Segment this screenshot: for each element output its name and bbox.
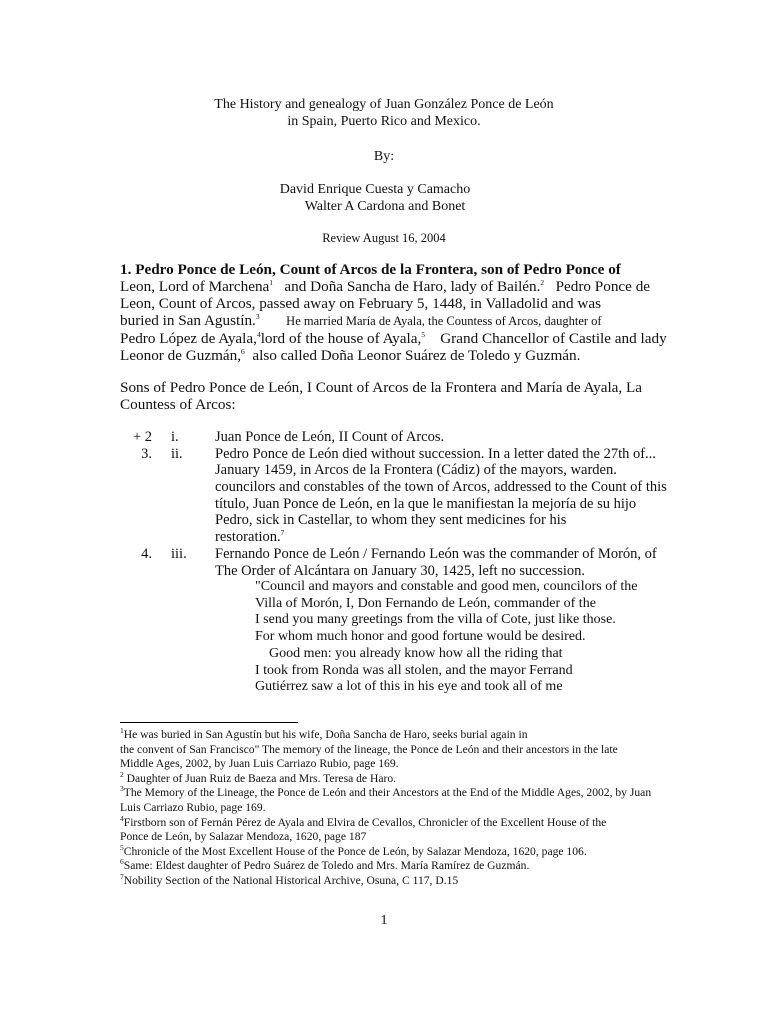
footnote: $^6$Same: Eldest daughter of Pedro Suárez de Toledo and Mrs. María Ramírez de Guzmán. [120, 857, 530, 873]
footnote: $^4$Firstborn son of Fernán Pérez de Ayala and Elvira de Cevallos, Chronicler of the Excellent House of the Ponce de León, by Salazar Mendoza, 1620, page 187 [120, 813, 607, 844]
review-date: Review August 16, 2004 [322, 231, 446, 245]
list-item: 3. ii. Pedro Ponce de León died without succession. In a letter dated the 27th of... [141, 445, 656, 462]
footnote-ref[interactable]: 3 [255, 311, 260, 321]
entry-line-3: Leon, Count of Arcos, passed away on February 5, 1448, in Valladolid and was [120, 295, 601, 312]
footnote: $^5$Chronicle of the Most Excellent House of the Ponce de León, by Salazar Mendoza, 1620, page 106. [120, 842, 587, 858]
footnote: $^3$The Memory of the Lineage, the Ponce de León and their Ancestors at the End of the Middle Ages, 2002, by Juan Luis Carriazo Rubio, page 169. [120, 784, 652, 814]
author-2: Walter A Cardona and Bonet [304, 199, 466, 214]
entry-paragraph [120, 261, 667, 364]
title-line-1: The History and genealogy of Juan González Ponce de León [214, 97, 554, 112]
entry-line-4: buried in San Agustín.$^3$ He married María de Ayala, the Countess of Arcos, daughter of [120, 311, 602, 329]
footnote-ref[interactable]: 1 [269, 277, 274, 287]
sons-intro: Sons of Pedro Ponce de León, I Count of Arcos de la Frontera and María de Ayala, La Countess of Arcos: [120, 379, 643, 413]
footnote-ref[interactable]: 5 [421, 329, 426, 339]
footnote-ref[interactable]: 4 [256, 329, 261, 339]
title-line-2: in Spain, Puerto Rico and Mexico. [287, 114, 481, 129]
children-list: + 2 i. Juan Ponce de León, II Count of Arcos. 3. ii. Pedro Ponce de León died without succession. In a letter dated the 27th of... January 1459, in Arcos de la Frontera (Cádiz) of the mayors, warden. councilors and constables of the town of Arcos, addressed to the Count of this título, Juan Ponce de León, en la que le manifiestan la mejoría de su hijo Pedro, sick in Castellar, to whom they sent medicines for his restoration.$^7$ 4. iii. Fernando Ponce de León / Fernando León was the commander of Morón, of The Order of Alcántara on January 30, 1425, left no succession. [120, 429, 680, 579]
list-item: 4. iii. Fernando Ponce de León / Fernando León was the commander of Morón, of [141, 545, 657, 562]
footnote: $^2$ Daughter of Juan Ruiz de Baeza and Mrs. Teresa de Haro. [120, 769, 397, 785]
entry-line-2: Leon, Lord of Marchena$^1$ and Doña Sancha de Haro, lady of Bailén.$^2$ Pedro Ponce de [120, 277, 651, 295]
footnote-ref[interactable]: 2 [540, 277, 545, 287]
footnotes [120, 728, 660, 889]
page-number: 1 [380, 913, 388, 928]
quoted-letter: "Council and mayors and constable and good men, councilors of the Villa of Morón, I, Don Fernando de León, commander of the I send you many greetings from the villa of Cote, just like those. For whom much honor and good fortune would be desired. Good men: you already know how all the riding that I took from Ronda was all stolen, and the mayor Ferrand Gutiérrez saw a lot of this in his eye and took all of me [255, 579, 638, 695]
footnote-ref[interactable]: 7 [280, 528, 285, 538]
footnote-divider [120, 722, 298, 723]
footnote: $^7$Nobility Section of the National Historical Archive, Osuna, C 117, D.15 [120, 872, 459, 887]
by-label: By: [373, 149, 395, 164]
entry-heading: 1. Pedro Ponce de León, Count of Arcos de la Frontera, son of Pedro Ponce of [120, 261, 621, 278]
entry-line-6: Leonor de Guzmán,$^6$ also called Doña Leonor Suárez de Toledo y Guzmán. [120, 346, 581, 364]
list-item: + 2 i. Juan Ponce de León, II Count of Arcos. [132, 429, 445, 445]
footnote: $^1$He was buried in San Agustín but his wife, Doña Sancha de Haro, seeks burial again in the convent of San Francisco" The memory of the lineage, the Ponce de León and their ancestors in the late Middle Ages, 2002, by Juan Luis Carriazo Rubio, page 169. [120, 726, 618, 771]
footnote-ref[interactable]: 6 [241, 346, 245, 356]
entry-line-5: Pedro López de Ayala,$^4$lord of the house of Ayala,$^5$ Grand Chancellor of Castile and lady [120, 329, 667, 347]
author-1: David Enrique Cuesta y Camacho [279, 182, 471, 197]
